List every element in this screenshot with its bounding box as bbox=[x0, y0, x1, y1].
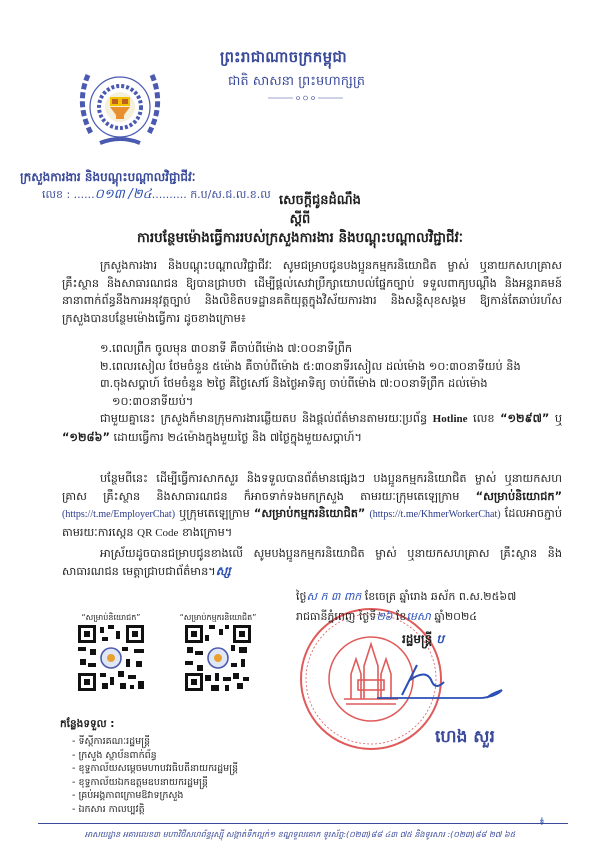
body-paragraph-hotline: ជាមួយគ្នានេះ ក្រសួងក៏មានក្រុមការងារឆ្លើយតប និងផ្តល់ព័ត៌មានតាមរយៈប្រព័ន្ធ Hotline លេខ “១២៩៧” ឬ “១២៨៦” ដោយធ្វើការ ២៤ម៉ោងក្នុងមួយថ្ងៃ និង ៧ថ្ងៃក្នុងមួយសប្តាហ៍។ bbox=[62, 412, 562, 444]
reference-number: លេខ : ......០១៣ /២៤.......... ក.ប/ស.ជ.ល.ខ.ល bbox=[42, 187, 271, 202]
recipients-list bbox=[72, 735, 238, 816]
body-paragraph-closing: អាស្រ័យដូចបានជម្រាបជូនខាងលើ សូមបងប្អូនកម្មករនិយោជិត ម្ចាស់ ឬនាយកសហគ្រាស គ្រឹះស្ថាន និងសាធារណជន មេត្តាជ្រាបជាព័ត៌មាន។ស្ស bbox=[62, 547, 562, 578]
gregorian-date: រាជធានីភ្នំពេញ ថ្ងៃទី២៦ ខែមេសា ឆ្នាំ២០២៤ bbox=[296, 610, 478, 623]
ref-year: ២៤ bbox=[132, 187, 152, 202]
ornament-divider-icon bbox=[268, 95, 343, 101]
ref-label: លេខ : bbox=[42, 188, 71, 201]
body-paragraph-telegram: បន្ថែមពីនេះ ដើម្បីធ្វើការសាកសួរ និងទទួលបានព័ត៌មានផ្សេងៗ បងប្អូនកម្មករនិយោជិត ម្ចាស់ ឬនាយកសហគ្រាស គ្រឹះស្ថាន និងសាធារណជន ក៏អាចទាក់ទងមកក្រសួង តាមរយៈក្រុមតេឡេក្រាម “សម្រាប់និយោជក” (https://t.me/EmployerChat) ឬក្រុមតេឡេក្រាម “សម្រាប់កម្មករនិយោជិត” (https://t.me/KhmerWorkerChat) ដែលអាចភ្ជាប់តាមរយៈការស្កេន QR Code ខាងក្រោម។ bbox=[62, 472, 562, 539]
worker-group-name: “សម្រាប់កម្មករនិយោជិត” bbox=[253, 507, 366, 520]
list-item: - ក្រសួង ស្ថាប័នពាក់ព័ន្ធ bbox=[72, 749, 157, 761]
employer-group-name: “សម្រាប់និយោជក” bbox=[475, 489, 562, 503]
list-item: - ទីស្តីការគណៈរដ្ឋមន្ត្រី bbox=[72, 736, 151, 747]
signer-position: រដ្ឋមន្ត្រី ប bbox=[402, 632, 445, 646]
signer-name: ហេង សួរ bbox=[435, 727, 495, 747]
list-item: - ឯកសារ កាលប្បវត្តិ bbox=[72, 803, 145, 815]
footer-address: អាសយដ្ឋាន អគារលេខ៣ មហាវិថីសហព័ន្ធរុស្ស៊ី សង្កាត់ទឹកល្អក់១ ខណ្ឌទួលគោក ទូរស័ព្ទ:(០២៣)៨៨ ៤៣ ៧៥ និងទូរសារ :(០២៣)៨៨ ២៧ ៦៥ bbox=[84, 830, 516, 839]
kingdom-heading: ព្រះរាជាណាចក្រកម្ពុជា bbox=[220, 48, 347, 66]
working-hours-list bbox=[100, 340, 562, 410]
lunar-date: ថ្ងៃស ក ៣ ពាក ខែចេត្រ ឆ្នាំរោង ឆស័ក ព.ស.២៥៦៧ bbox=[296, 590, 517, 603]
list-item: - ខុទ្ទកាល័យសម្តេចមហាបវរធិបតីនាយករដ្ឋមន្ត្រី bbox=[72, 763, 239, 774]
employer-chat-link[interactable]: (https://t.me/EmployerChat) bbox=[62, 509, 176, 520]
notice-subtitle-about: ស្តីពី bbox=[289, 212, 311, 227]
list-item: ២.ពេលរសៀល ថែមចំនួន ៥ម៉ោង គឺចាប់ពីម៉ោង ៥:៣០នាទីរសៀល ដល់ម៉ោង ១០:៣០នាទីយប់ និង bbox=[100, 359, 521, 373]
footer-divider bbox=[38, 823, 568, 824]
handwritten-signature-icon bbox=[372, 660, 522, 700]
recipients-heading: កន្លែងទទួល : bbox=[60, 718, 115, 730]
position-initial: ប bbox=[436, 632, 445, 646]
notice-title: សេចក្តីជូនដំណឹង bbox=[279, 193, 361, 208]
qr-code-employer-icon[interactable] bbox=[78, 625, 144, 691]
month-handwritten: មេសា bbox=[406, 610, 431, 623]
hotline-label: Hotline bbox=[432, 413, 468, 425]
qr-label-worker: “សម្រាប់កម្មករនិយោជិត” bbox=[179, 613, 257, 622]
day-handwritten: ២៦ bbox=[376, 610, 393, 623]
footer-handwritten-mark bbox=[540, 814, 544, 828]
notice-subject: ការបន្ថែមម៉ោងធ្វើការរបស់ក្រសួងការងារ និងបណ្តុះបណ្តាលវិជ្ជាជីវៈ bbox=[137, 230, 463, 246]
ref-number: ០១៣ bbox=[94, 187, 125, 202]
ministry-logo-icon bbox=[70, 55, 170, 155]
list-item-continuation: ១០:៣០នាទីយប់។ bbox=[112, 394, 194, 408]
list-item: - ខុទ្ទកាល័យឯកឧត្តមឧបនាយករដ្ឋមន្ត្រី bbox=[72, 776, 208, 788]
list-item: ៣.ចុងសប្តាហ៍ ថែមចំនួន ២ថ្ងៃ គឺថ្ងៃសៅរ៍ និងថ្ងៃអាទិត្យ ចាប់ពីម៉ោង ៧:០០នាទីព្រឹក ដល់ម៉ោង bbox=[100, 377, 488, 390]
lunar-day-handwritten: ស ក ៣ ពាក bbox=[306, 590, 362, 603]
qr-code-label: QR Code bbox=[137, 526, 179, 539]
qr-code-worker-icon[interactable] bbox=[185, 625, 251, 691]
issuing-ministry: ក្រសួងការងារ និងបណ្តុះបណ្តាលវិជ្ជាជីវៈ bbox=[20, 170, 196, 184]
ref-code: ក.ប/ស.ជ.ល.ខ.ល bbox=[190, 188, 271, 201]
handwritten-initial: ស្ស bbox=[215, 563, 231, 578]
body-paragraph-intro: ក្រសួងការងារ និងបណ្តុះបណ្តាលវិជ្ជាជីវៈ សូមជម្រាបជូនបងប្អូនកម្មករនិយោជិត ម្ចាស់ ឬនាយកសហគ្រាស គ្រឹះស្ថាន និងសាធារណជន ឱ្យបានជ្រាបថា ដើម្បីផ្តល់សេវាប្រឹក្សាយោបល់ផ្នែកច្បាប់ ទទួលពាក្យបណ្តឹង និងអន្តរាគមន៍នានាពាក់ព័ន្ធនឹងការអនុវត្តច្បាប់ និងលិខិតបទដ្ឋានគតិយុត្តក្នុងវិស័យការងារ និងសន្តិសុខសង្គម ឱ្យកាន់តែឆាប់រហ័ស ក្រសួងបានបន្ថែមម៉ោងធ្វើការ ដូចខាងក្រោម៖ bbox=[62, 259, 562, 325]
list-item: ១.ពេលព្រឹក ចូលមុន ៣០នាទី គឺចាប់ពីម៉ោង ៧:០០នាទីព្រឹក bbox=[100, 342, 353, 355]
qr-label-employer: “សម្រាប់និយោជក” bbox=[81, 613, 141, 622]
hotline-number-1: “១២៩៧” bbox=[500, 412, 550, 425]
national-motto: ជាតិ សាសនា ព្រះមហាក្សត្រ bbox=[228, 74, 365, 89]
list-item: - គ្រប់អង្គភាពក្រោមឱវាទក្រសួង bbox=[72, 790, 184, 801]
worker-chat-link[interactable]: (https://t.me/KhmerWorkerChat) bbox=[369, 509, 501, 520]
hotline-number-2: “១២៨៦” bbox=[62, 430, 110, 444]
